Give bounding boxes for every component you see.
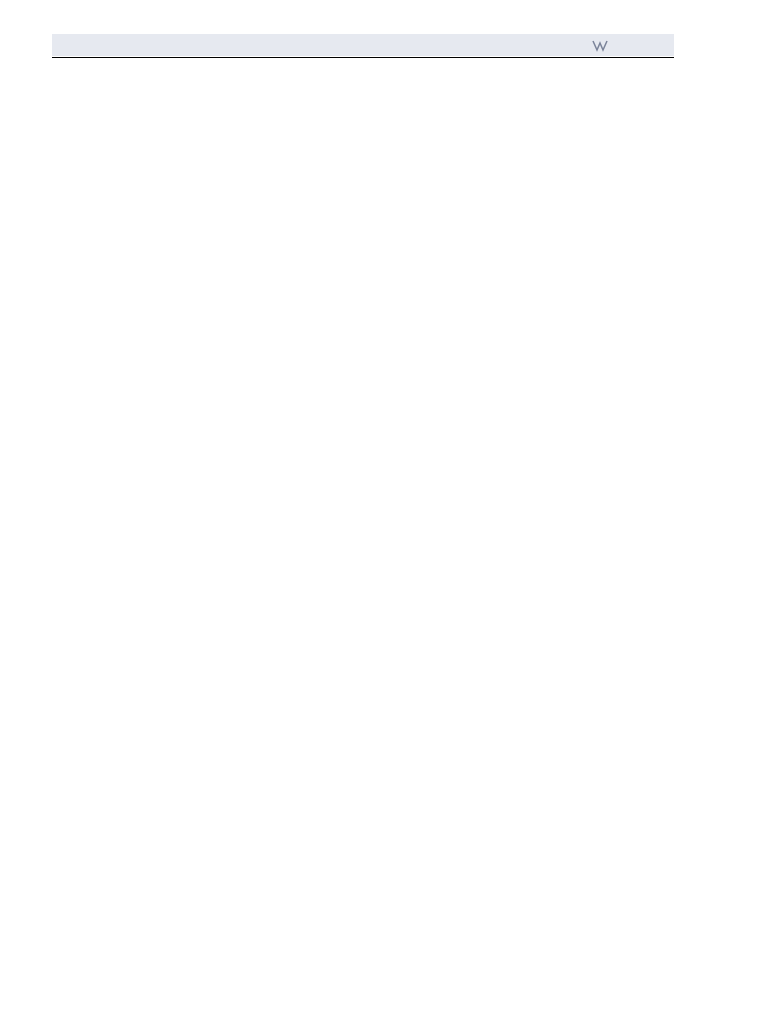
vertex42-logo-icon — [592, 38, 608, 52]
title-bar — [52, 34, 674, 56]
header-rule — [52, 57, 674, 58]
